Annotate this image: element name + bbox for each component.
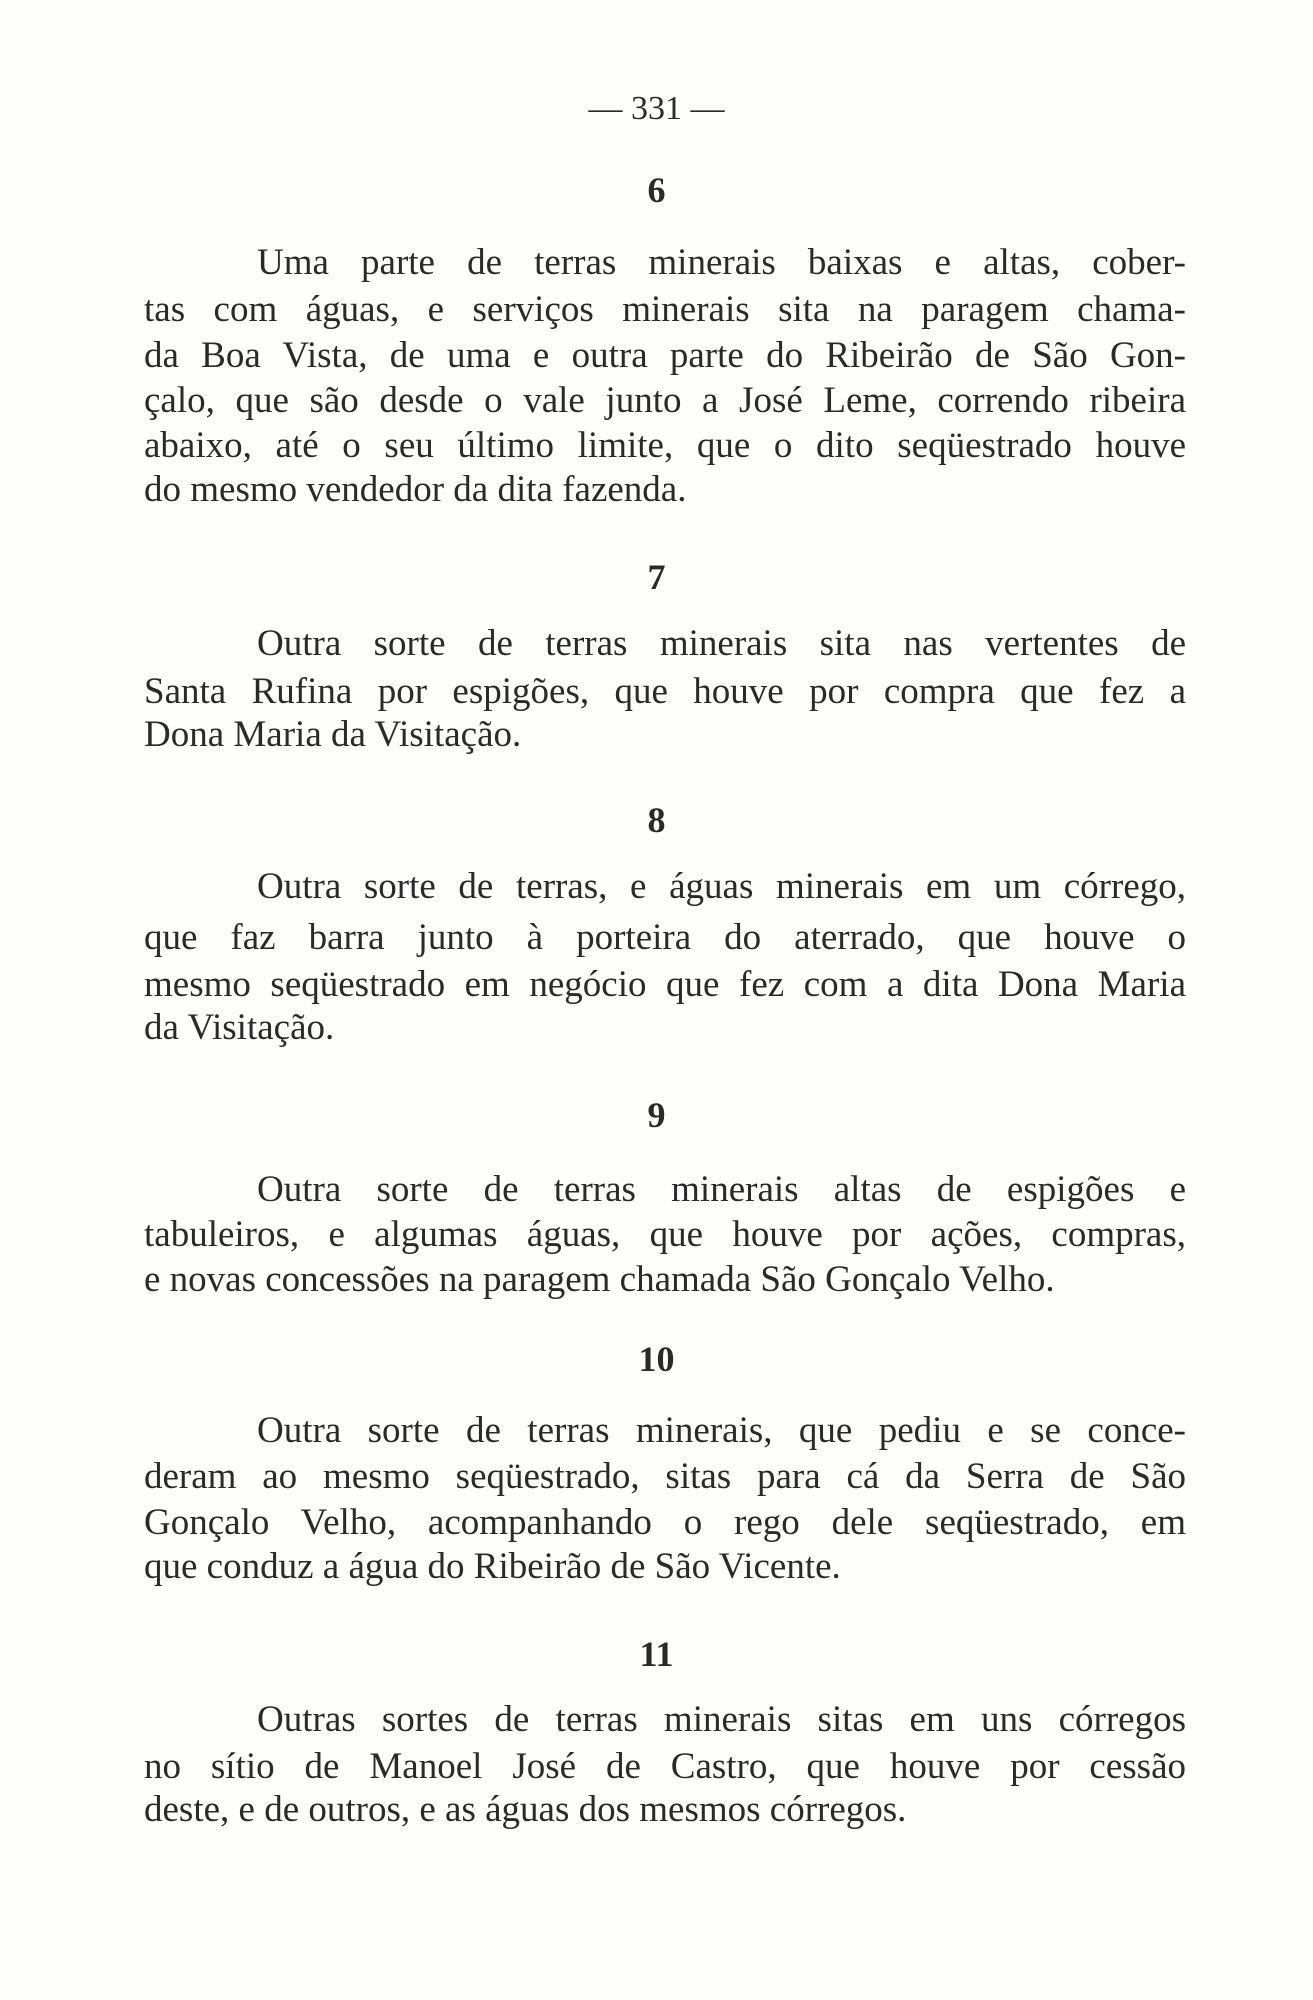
page-number: — 331 — — [588, 90, 725, 127]
section-number: 9 — [647, 1095, 666, 1135]
paragraph-line: abaixo, até o seu último limite, que o dito seqüestrado houve — [144, 425, 1186, 466]
paragraph-line: que conduz a água do Ribeirão de São Vicente. — [144, 1546, 841, 1587]
paragraph-line: no sítio de Manoel José de Castro, que houve por cessão — [144, 1746, 1186, 1787]
paragraph-line: e novas concessões na paragem chamada São Gonçalo Velho. — [144, 1259, 1055, 1300]
paragraph-line: tas com águas, e serviços minerais sita na paragem chama- — [144, 289, 1186, 330]
paragraph-line: mesmo seqüestrado em negócio que fez com a dita Dona Maria — [144, 964, 1186, 1005]
paragraph-line: Gonçalo Velho, acompanhando o rego dele seqüestrado, em — [144, 1502, 1186, 1543]
paragraph-line: Outra sorte de terras, e águas minerais em um córrego, — [257, 866, 1186, 907]
paragraph-line: Outras sortes de terras minerais sitas em uns córregos — [257, 1699, 1186, 1740]
paragraph-line: Santa Rufina por espigões, que houve por compra que fez a — [144, 671, 1186, 712]
section-number: 10 — [638, 1339, 675, 1379]
paragraph-line: da Visitação. — [144, 1007, 335, 1048]
paragraph-line: da Boa Vista, de uma e outra parte do Ribeirão de São Gon- — [144, 335, 1186, 376]
section-number: 7 — [647, 557, 666, 597]
paragraph-line: Outra sorte de terras minerais, que pediu e se conce- — [257, 1410, 1186, 1451]
section-number: 8 — [647, 800, 666, 840]
paragraph-line: Outra sorte de terras minerais altas de espigões e — [257, 1169, 1186, 1210]
paragraph-line: tabuleiros, e algumas águas, que houve por ações, compras, — [144, 1214, 1186, 1255]
paragraph-line: deram ao mesmo seqüestrado, sitas para cá da Serra de São — [144, 1456, 1186, 1497]
paragraph-line: Uma parte de terras minerais baixas e altas, cober- — [257, 242, 1186, 283]
section-number: 11 — [639, 1634, 674, 1674]
paragraph-line: Outra sorte de terras minerais sita nas vertentes de — [257, 623, 1186, 664]
paragraph-line: deste, e de outros, e as águas dos mesmos córregos. — [144, 1789, 907, 1830]
paragraph-line: Dona Maria da Visitação. — [144, 714, 522, 755]
paragraph-line: çalo, que são desde o vale junto a José Leme, correndo ribeira — [144, 380, 1186, 421]
paragraph-line: que faz barra junto à porteira do aterrado, que houve o — [144, 917, 1186, 958]
section-number: 6 — [647, 170, 666, 210]
paragraph-line: do mesmo vendedor da dita fazenda. — [144, 469, 687, 510]
